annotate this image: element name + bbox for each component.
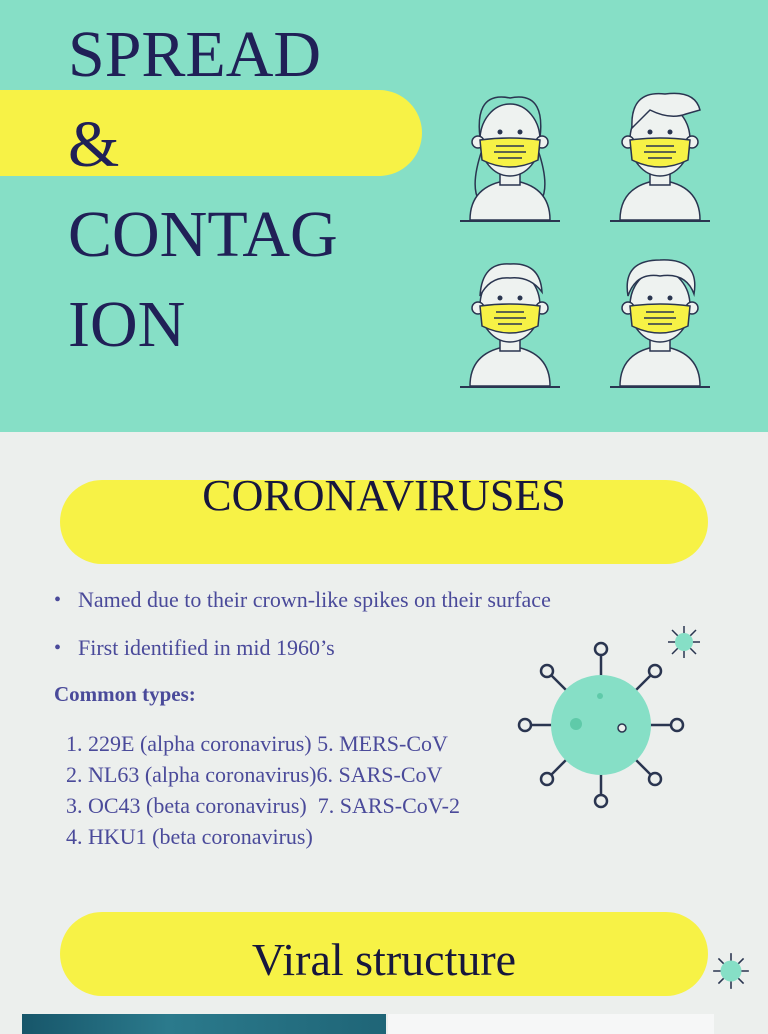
masked-person-icon <box>460 264 560 387</box>
list-item: • First identified in mid 1960’s <box>54 633 551 681</box>
hero-title <box>68 10 388 370</box>
list-item: • Named due to their crown-like spikes on their surface <box>54 585 551 633</box>
masked-person-icon <box>610 260 710 387</box>
coronaviruses-heading: CORONAVIRUSES <box>202 471 566 520</box>
virus-icon <box>516 640 686 810</box>
common-types-list <box>66 728 460 852</box>
structure-diagram-image <box>388 1014 714 1034</box>
hero-title-line: ION <box>68 288 186 361</box>
masked-person-icon <box>460 97 560 221</box>
masked-people-illustration <box>440 80 740 400</box>
list-item: 1. 229E (alpha coronavirus) 5. MERS-CoV <box>66 731 448 756</box>
hero-title-line: & <box>68 108 120 181</box>
hero-title-line: SPREAD <box>68 18 322 91</box>
virus-icon <box>664 622 704 662</box>
virus-photo <box>22 1014 386 1034</box>
facts-list <box>54 585 551 681</box>
hero-title-line: CONTAG <box>68 198 338 271</box>
common-types-label: Common types: <box>54 682 196 706</box>
hero-banner <box>0 0 768 432</box>
virus-icon <box>710 950 752 992</box>
list-item: 2. NL63 (alpha coronavirus)6. SARS-CoV <box>66 762 443 787</box>
list-item: 3. OC43 (beta coronavirus) 7. SARS-CoV-2 <box>66 793 460 818</box>
list-item: 4. HKU1 (beta coronavirus) <box>66 824 313 849</box>
viral-structure-heading: Viral structure <box>251 934 517 985</box>
masked-person-icon <box>610 93 710 221</box>
